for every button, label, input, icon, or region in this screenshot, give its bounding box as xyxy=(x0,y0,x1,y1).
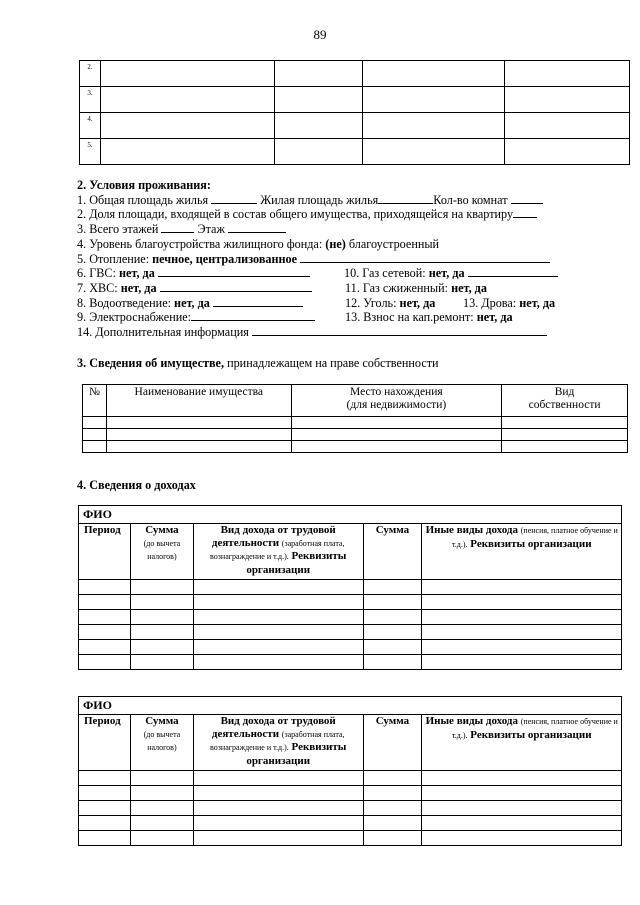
fio-label: ФИО xyxy=(79,697,622,715)
total-area-label: 1. Общая площадь жилья xyxy=(77,192,209,207)
table-row xyxy=(80,113,630,139)
capital-repair-label: 13. Взнос на кап.ремонт: xyxy=(345,310,477,325)
col-work-income: Вид дохода от трудовой деятельности (заработная плата, вознаграждение и т.д.). Реквизиты организации xyxy=(193,524,363,580)
hot-water-field[interactable] xyxy=(158,266,310,277)
hot-water-options: нет, да xyxy=(118,266,155,281)
table-row xyxy=(79,801,622,816)
amenity-value: благоустроенный xyxy=(345,236,440,251)
row-number: 2. xyxy=(80,61,101,87)
table-row xyxy=(83,429,628,441)
electricity-label: 9. Электроснабжение: xyxy=(77,310,192,325)
sewerage-label: 8. Водоотведение: xyxy=(77,295,175,310)
cold-water-label: 7. ХВС: xyxy=(77,280,121,295)
floors-total-field[interactable] xyxy=(161,222,194,233)
income-table xyxy=(78,505,622,670)
col-sum: Сумма (до вычета налогов) xyxy=(130,524,193,580)
firewood-label: 13. Дрова: xyxy=(463,295,520,310)
table-row xyxy=(80,61,630,87)
liquid-gas-options: нет, да xyxy=(451,280,487,295)
table-row xyxy=(83,417,628,429)
network-gas-options: нет, да xyxy=(428,266,465,281)
table-row xyxy=(79,771,622,786)
sewerage-field[interactable] xyxy=(213,296,303,307)
col-other-income: Иные виды дохода (пенсия, платное обучение и т.д.). Реквизиты организации xyxy=(422,524,622,580)
table-row xyxy=(79,610,622,625)
cold-water-options: нет, да xyxy=(120,280,157,295)
table-row xyxy=(79,640,622,655)
rooms-label: Кол-во комнат xyxy=(433,192,508,207)
liquid-gas-label: 11. Газ сжиженный: xyxy=(345,280,452,295)
floor-field[interactable] xyxy=(228,222,286,233)
coal-label: 12. Уголь: xyxy=(345,295,400,310)
col-period: Период xyxy=(79,715,131,771)
col-work-income: Вид дохода от трудовой деятельности (заработная плата, вознаграждение и т.д.). Реквизиты организации xyxy=(193,715,363,771)
fio-label: ФИО xyxy=(79,506,622,524)
table-row xyxy=(80,139,630,165)
heating-field[interactable] xyxy=(300,252,550,263)
share-area-field[interactable] xyxy=(513,207,537,218)
table-row xyxy=(79,595,622,610)
col-number: № xyxy=(83,385,107,417)
living-area-label: Жилая площадь жилья xyxy=(260,192,379,207)
rooms-field[interactable] xyxy=(511,193,543,204)
network-gas-field[interactable] xyxy=(468,266,558,277)
capital-repair-options: нет, да xyxy=(476,310,513,325)
floor-label: Этаж xyxy=(197,222,225,237)
heating-label: 5. Отопление: xyxy=(77,251,153,266)
electricity-field[interactable] xyxy=(191,310,315,321)
row-number: 4. xyxy=(80,113,101,139)
col-sum: Сумма (до вычета налогов) xyxy=(130,715,193,771)
col-ownership-type: Вид собственности xyxy=(502,385,628,417)
living-area-field[interactable] xyxy=(378,193,433,204)
share-area-label: 2. Доля площади, входящей в состав общего имущества, приходящейся на квартиру xyxy=(77,207,514,222)
property-table xyxy=(82,384,628,453)
table-row xyxy=(83,441,628,453)
property-heading: 3. Сведения об имуществе, принадлежащем на праве собственности xyxy=(77,356,439,370)
living-conditions-section xyxy=(77,178,556,340)
col-sum-2: Сумма xyxy=(363,524,422,580)
firewood-options: нет, да xyxy=(519,295,556,310)
coal-options: нет, да xyxy=(399,295,436,310)
table-row xyxy=(80,87,630,113)
col-property-name: Наименование имущества xyxy=(106,385,291,417)
table-row xyxy=(79,831,622,846)
additional-info-label: 14. Дополнительная информация xyxy=(77,324,249,339)
heating-options: печное, централизованное xyxy=(152,251,298,266)
table-row xyxy=(79,786,622,801)
col-period: Период xyxy=(79,524,131,580)
table-row xyxy=(79,580,622,595)
income-heading: 4. Сведения о доходах xyxy=(77,478,196,492)
floors-total-label: 3. Всего этажей xyxy=(77,222,159,237)
row-number: 3. xyxy=(80,87,101,113)
continuation-table xyxy=(79,60,630,165)
row-number: 5. xyxy=(80,139,101,165)
additional-info-field[interactable] xyxy=(252,325,547,336)
total-area-field[interactable] xyxy=(211,193,257,204)
hot-water-label: 6. ГВС: xyxy=(77,266,119,281)
income-table xyxy=(78,696,622,846)
table-row xyxy=(79,625,622,640)
network-gas-label: 10. Газ сетевой: xyxy=(344,266,429,281)
col-location: Место нахождения (для недвижимости) xyxy=(291,385,502,417)
table-row xyxy=(79,655,622,670)
page-number: 89 xyxy=(313,27,327,42)
amenity-option: (не) xyxy=(325,236,346,251)
table-row xyxy=(79,816,622,831)
col-sum-2: Сумма xyxy=(363,715,422,771)
cold-water-field[interactable] xyxy=(160,281,312,292)
sewerage-options: нет, да xyxy=(174,295,210,310)
col-other-income: Иные виды дохода (пенсия, платное обучение и т.д.). Реквизиты организации xyxy=(422,715,622,771)
section-heading: 2. Условия проживания: xyxy=(77,178,211,192)
amenity-label: 4. Уровень благоустройства жилищного фонда: xyxy=(77,236,326,251)
